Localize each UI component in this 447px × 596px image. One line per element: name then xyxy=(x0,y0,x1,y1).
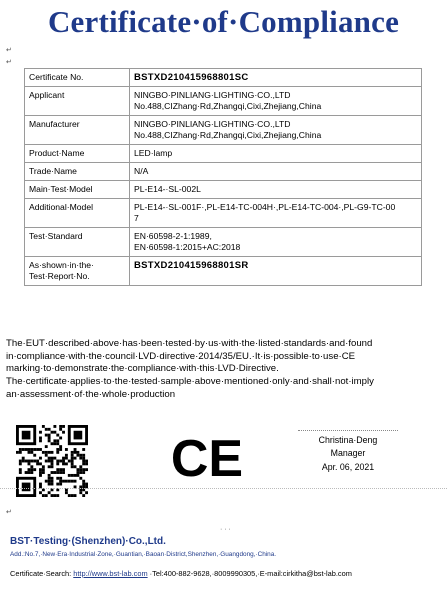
divider xyxy=(0,488,447,489)
field-value-line: No.488,CIZhang·Rd,Zhangqi,Cixi,Zhejiang,China xyxy=(134,101,322,111)
qr-code-icon xyxy=(16,425,88,497)
field-value-line: 7 xyxy=(134,213,139,223)
table-row xyxy=(25,181,422,199)
table-row xyxy=(25,228,422,257)
field-value-line: EN·60598-2-1:1989, xyxy=(134,231,212,241)
field-label: Product·Name xyxy=(25,145,130,163)
field-value: N/A xyxy=(130,163,422,181)
field-value-line: No.488,CIZhang·Rd,Zhangqi,Cixi,Zhejiang,China xyxy=(134,130,322,140)
field-label: Applicant xyxy=(25,87,130,116)
signature-block xyxy=(288,430,408,474)
table-row xyxy=(25,163,422,181)
signatory-name: Christina·Deng xyxy=(318,435,378,445)
table-row xyxy=(25,116,422,145)
lab-address: Add.:No.7,·New·Era·Industrial·Zone,·Guantian,·Baoan·District,Shenzhen,·Guangdong,·China. xyxy=(10,551,277,558)
lab-contact-info: ·Tel:400-882-9628,·8009990305,·E-mail:cirkitha@bst-lab.com xyxy=(149,569,352,578)
field-label: Main·Test·Model xyxy=(25,181,130,199)
signature-date: Apr. 06, 2021 xyxy=(321,461,375,472)
field-value xyxy=(130,116,422,145)
statement-line: The·certificate·applies·to·the·tested·sample·above·mentioned·only·and·shall·not·imply xyxy=(6,376,374,388)
field-label: Trade·Name xyxy=(25,163,130,181)
table-row xyxy=(25,257,422,286)
field-value xyxy=(130,199,422,228)
field-label: Test·Standard xyxy=(25,228,130,257)
paragraph-mark: · · · xyxy=(220,526,231,533)
search-label: Certificate·Search: xyxy=(10,569,72,578)
paragraph-mark: ↵ xyxy=(6,47,12,54)
field-value: BSTXD210415968801SR xyxy=(130,257,422,286)
field-label: As·shown·in·the· Test·Report·No. xyxy=(25,257,130,286)
table-row xyxy=(25,199,422,228)
field-value: PL-E14-·SL-002L xyxy=(130,181,422,199)
paragraph-mark: ↵ xyxy=(6,59,12,66)
statement-line: an·assessment·of·the·whole·production xyxy=(6,388,176,400)
field-label: Manufacturer xyxy=(25,116,130,145)
table-row xyxy=(25,87,422,116)
field-value-line: PL-E14-·SL-001F·,PL-E14-TC-004H·,PL-E14-TC-004·,PL-G9-TC-00 xyxy=(134,202,396,212)
field-value: LED·lamp xyxy=(130,145,422,163)
lab-website-link[interactable]: http://www.bst-lab.com xyxy=(73,569,148,578)
signature-line xyxy=(298,430,398,432)
table-row xyxy=(25,145,422,163)
ce-mark-text: CE xyxy=(170,432,244,482)
lab-company-name: BST·Testing·(Shenzhen)·Co.,Ltd. xyxy=(10,536,166,547)
paragraph-mark: ↵ xyxy=(6,509,12,516)
ce-mark-icon xyxy=(168,432,246,482)
field-value: BSTXD210415968801SC xyxy=(130,69,422,87)
statement-line: The·EUT·described·above·has·been·tested·by·us·with·the·listed·standards·and·found xyxy=(6,338,373,349)
field-label: Certificate No. xyxy=(25,69,130,87)
field-value-line: NINGBO·PINLIANG·LIGHTING·CO.,LTD xyxy=(134,90,291,100)
field-label: Additional·Model xyxy=(25,199,130,228)
field-value xyxy=(130,87,422,116)
statement-line: marking·to·demonstrate·the·compliance·with·this·LVD·Directive. xyxy=(6,363,279,375)
signatory-role: Manager xyxy=(330,448,366,459)
table-row xyxy=(25,69,422,87)
certificate-details-table xyxy=(24,68,422,286)
field-value-line: EN·60598-1:2015+AC:2018 xyxy=(134,242,241,252)
compliance-statement xyxy=(6,338,438,402)
field-value xyxy=(130,228,422,257)
field-value-line: NINGBO·PINLIANG·LIGHTING·CO.,LTD xyxy=(134,119,291,129)
footer-contact xyxy=(10,569,352,578)
certificate-title: Certificate·of·Compliance xyxy=(47,4,400,39)
statement-line: in·compliance·with·the·council·LVD·directive·2014/35/EU.·It·is·possible·to·use·CE xyxy=(6,350,356,362)
